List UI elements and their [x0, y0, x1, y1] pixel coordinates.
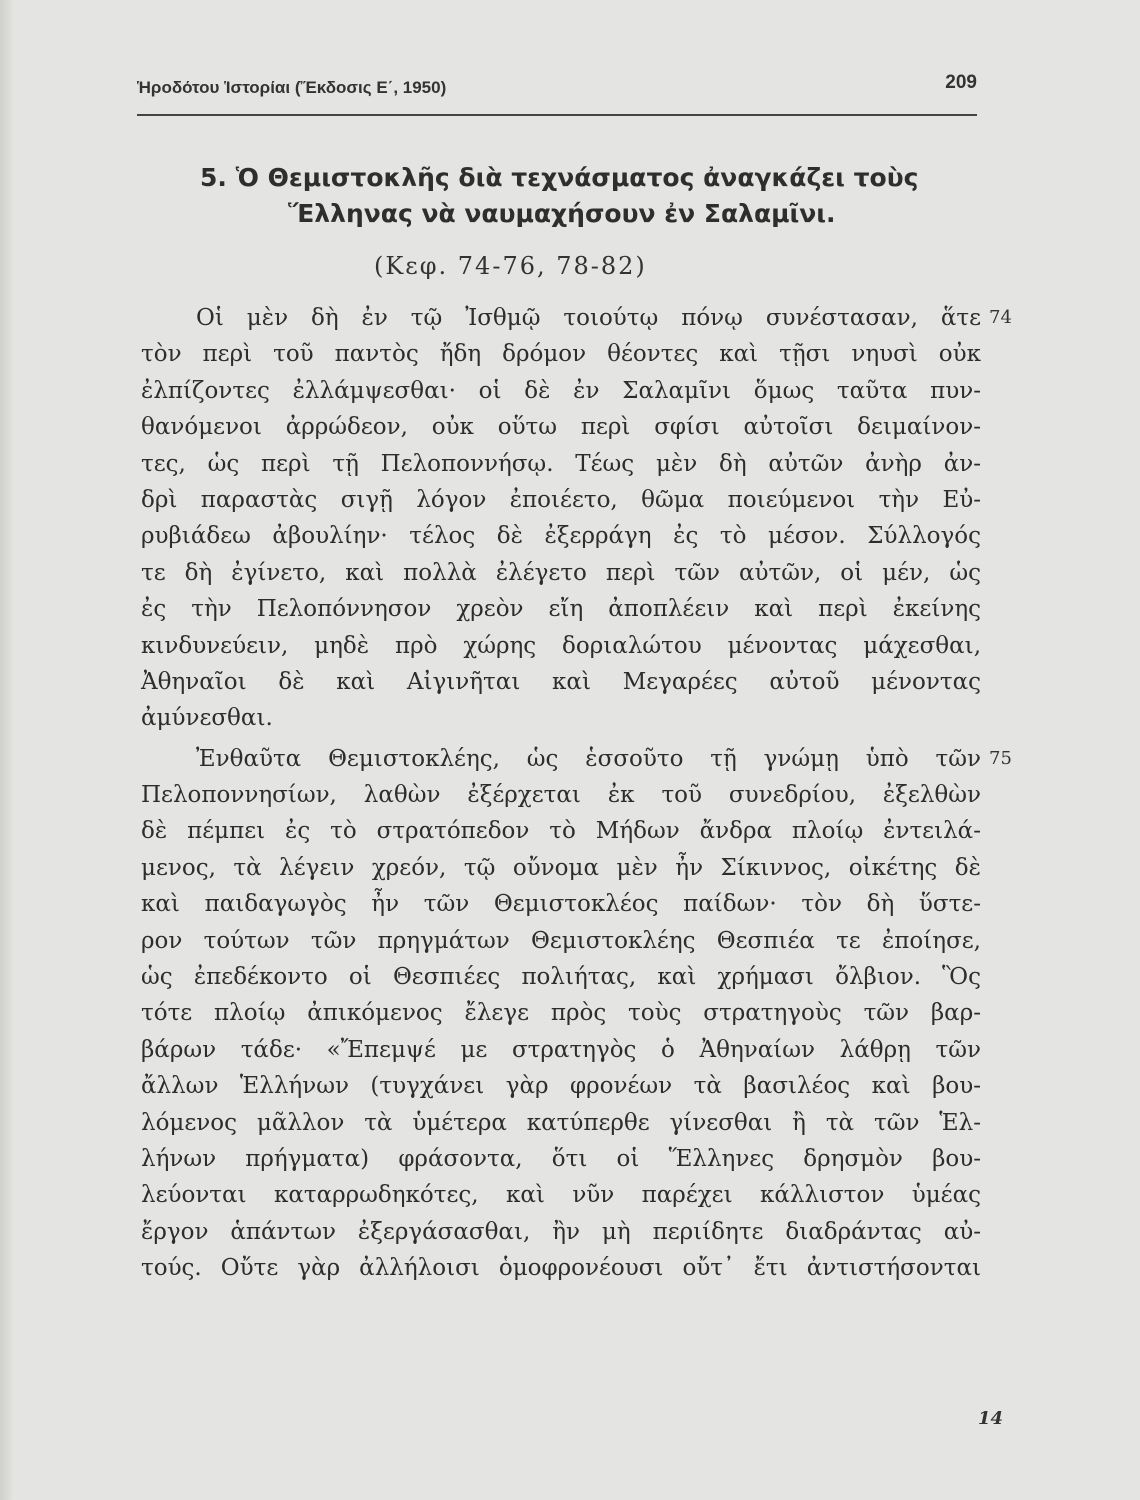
text-line: ρυβιάδεω ἀβουλίην· τέλος δὲ ἐξερράγη ἐς τὸ μέσον. Σύλλογός: [141, 523, 981, 550]
text-line: λεύονται καταρρωδηκότες, καὶ νῦν παρέχει κάλλιστον ὑμέας: [141, 1182, 981, 1209]
text-line: ὡς ἐπεδέκοντο οἱ Θεσπιέες πολιήτας, καὶ χρήμασι ὄλβιον. Ὃς: [141, 964, 981, 991]
text-line: τούς. Οὔτε γὰρ ἀλλήλοισι ὁμοφρονέουσι οὔτ᾽ ἔτι ἀντιστήσονται: [141, 1255, 981, 1282]
margin-chapter-number: 74: [989, 307, 1012, 328]
text-line: ἀμύνεσθαι.: [141, 705, 273, 732]
running-title: Ἡροδότου Ἱστορίαι (Ἔκδοσις Ε΄, 1950): [137, 78, 447, 97]
paragraph: [141, 741, 1012, 1287]
text-line: ἐλπίζοντες ἐλλάμψεσθαι· οἱ δὲ ἐν Σαλαμῖνι ὅμως ταῦτα πυν-: [141, 377, 981, 404]
text-line: βάρων τάδε· «Ἔπεμψέ με στρατηγὸς ὁ Ἀθηναίων λάθρῃ τῶν: [141, 1036, 981, 1063]
text-line: δὲ πέμπει ἐς τὸ στρατόπεδον τὸ Μήδων ἄνδρα πλοίῳ ἐντειλά-: [141, 818, 981, 845]
text-line: θανόμενοι ἀρρώδεον, οὐκ οὕτω περὶ σφίσι αὐτοῖσι δειμαίνον-: [141, 414, 981, 441]
scan-edge-shadow: [0, 0, 14, 1500]
chapter-reference: (Κεφ. 74-76, 78-82): [374, 252, 647, 280]
paragraph: [141, 300, 1012, 737]
page-number: 209: [945, 72, 977, 93]
text-line: καὶ παιδαγωγὸς ἦν τῶν Θεμιστοκλέος παίδων· τὸν δὴ ὕστε-: [141, 891, 981, 918]
text-line: κινδυνεύειν, μηδὲ πρὸ χώρης δοριαλώτου μένοντας μάχεσθαι,: [141, 632, 981, 659]
body-text: [141, 300, 1012, 1287]
text-line: ἄλλων Ἑλλήνων (τυγχάνει γὰρ φρονέων τὰ βασιλέος καὶ βου-: [141, 1073, 981, 1100]
text-line: Πελοποννησίων, λαθὼν ἐξέρχεται ἐκ τοῦ συνεδρίου, ἐξελθὼν: [141, 782, 981, 809]
text-line: Οἱ μὲν δὴ ἐν τῷ Ἰσθμῷ τοιούτῳ πόνῳ συνέστασαν, ἅτε 74: [141, 300, 981, 336]
text-line: τες, ὡς περὶ τῇ Πελοποννήσῳ. Τέως μὲν δὴ αὐτῶν ἀνὴρ ἀν-: [141, 450, 981, 477]
text-line: ἔργον ἁπάντων ἐξεργάσασθαι, ἢν μὴ περιίδητε διαδράντας αὐ-: [141, 1218, 981, 1245]
chapter-heading-line-1: 5. Ὁ Θεμιστοκλῆς διὰ τεχνάσματος ἀναγκάζει τοὺς: [200, 163, 919, 192]
chapter-heading-line-2: Ἕλληνας νὰ ναυμαχήσουν ἐν Σαλαμῖνι.: [288, 199, 836, 228]
text-line: δρὶ παραστὰς σιγῇ λόγον ἐποιέετο, θῶμα ποιεύμενοι τὴν Εὐ-: [141, 486, 981, 513]
text-line: Ἐνθαῦτα Θεμιστοκλέης, ὡς ἑσσοῦτο τῇ γνώμῃ ὑπὸ τῶν 75: [141, 741, 981, 777]
text-line: ἐς τὴν Πελοπόννησον χρεὸν εἴη ἀποπλέειν καὶ περὶ ἐκείνης: [141, 596, 981, 623]
margin-chapter-number: 75: [989, 747, 1012, 769]
text-line: Ἀθηναῖοι δὲ καὶ Αἰγινῆται καὶ Μεγαρέες αὐτοῦ μένοντας: [141, 668, 981, 695]
header-rule: [137, 114, 977, 116]
text-line: μενος, τὰ λέγειν χρεόν, τῷ οὔνομα μὲν ἦν Σίκιννος, οἰκέτης δὲ: [141, 854, 981, 881]
text-line: τὸν περὶ τοῦ παντὸς ἤδη δρόμον θέοντες καὶ τῇσι νηυσὶ οὐκ: [141, 341, 981, 368]
signature-mark: 14: [977, 1408, 1003, 1429]
text-line: λήνων πρήγματα) φράσοντα, ὅτι οἱ Ἕλληνες δρησμὸν βου-: [141, 1145, 981, 1172]
chapter-heading: [200, 160, 960, 232]
text-line: τε δὴ ἐγίνετο, καὶ πολλὰ ἐλέγετο περὶ τῶν αὐτῶν, οἱ μέν, ὡς: [141, 559, 981, 586]
text-line: λόμενος μᾶλλον τὰ ὑμέτερα κατύπερθε γίνεσθαι ἢ τὰ τῶν Ἑλ-: [141, 1109, 981, 1136]
text-line: ρον τούτων τῶν πρηγμάτων Θεμιστοκλέης Θεσπιέα τε ἐποίησε,: [141, 927, 981, 954]
text-line: τότε πλοίῳ ἀπικόμενος ἔλεγε πρὸς τοὺς στρατηγοὺς τῶν βαρ-: [141, 1000, 981, 1027]
